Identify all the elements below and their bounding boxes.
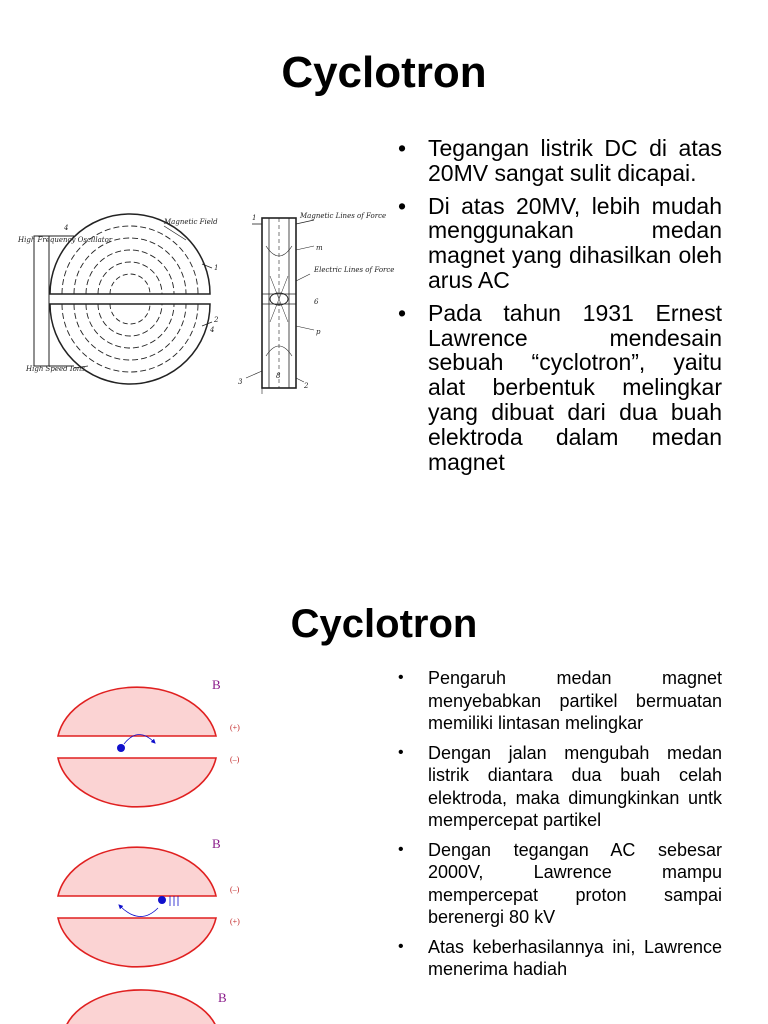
bullet-glyph: •	[398, 840, 404, 858]
polarity-label: (–)	[230, 885, 240, 894]
bullet-glyph: •	[398, 135, 407, 161]
num-label: 4	[64, 224, 69, 232]
num-label: 3	[238, 378, 243, 386]
polarity-label: (+)	[230, 917, 240, 926]
bullet-item: • Tegangan listrik DC di atas 20MV sangat sulit dicapai.	[398, 135, 722, 186]
polarity-label: (–)	[230, 755, 240, 764]
bullet-list	[398, 667, 722, 988]
electric-lines-label: Electric Lines of Force	[314, 266, 395, 274]
particle	[117, 744, 125, 752]
num-label: 1	[214, 264, 219, 272]
num-label: p	[316, 328, 321, 336]
num-label: m	[316, 244, 323, 252]
slide-title: Cyclotron	[290, 602, 478, 646]
particle	[158, 896, 166, 904]
bullet-list	[398, 136, 722, 482]
magnetic-lines-label: Magnetic Lines of Force	[300, 212, 387, 220]
bullet-item: • Dengan tegangan AC sebesar 2000V, Lawrence mampu mempercepat proton sampai berenergi 80 kV	[398, 839, 722, 927]
num-label: 1	[252, 214, 257, 222]
b-label: B	[212, 836, 221, 851]
slide-title: Cyclotron	[281, 48, 487, 97]
dee-diagram	[50, 670, 260, 1024]
num-label: 4	[210, 326, 215, 334]
bullet-glyph: •	[398, 192, 407, 219]
bullet-item: • Atas keberhasilannya ini, Lawrence menerima hadiah	[398, 936, 722, 979]
bullet-glyph: •	[398, 669, 404, 686]
high-speed-ions-label: High Speed Ions	[26, 365, 85, 373]
bullet-glyph: •	[398, 743, 404, 761]
bullet-item: • Dengan jalan mengubah medan listrik diantara dua buah celah elektroda, maka dimungkinkan untk mempercepat partikel	[398, 742, 722, 830]
bullet-item: • Pengaruh medan magnet menyebabkan partikel bermuatan memiliki lintasan melingkar	[398, 668, 722, 733]
slide-2	[0, 560, 768, 1024]
num-label: 2	[214, 316, 219, 324]
magnetic-field-label: Magnetic Field	[164, 218, 218, 226]
panel-2	[58, 836, 240, 967]
bullet-glyph: •	[398, 937, 404, 955]
num-label: 2	[304, 382, 309, 390]
bullet-glyph: •	[398, 299, 407, 326]
num-label: 6	[314, 298, 319, 306]
b-label: B	[218, 990, 227, 1005]
oscillator-label: High Frequency Oscillator	[18, 236, 113, 244]
b-label: B	[212, 677, 221, 692]
polarity-label: (+)	[230, 723, 240, 732]
bullet-item: • Di atas 20MV, lebih mudah menggunakan medan magnet yang dihasilkan oleh arus AC	[398, 192, 722, 293]
panel-3	[64, 990, 227, 1024]
side-view	[246, 218, 314, 394]
cyclotron-patent-drawing	[14, 206, 395, 396]
panel-1	[58, 677, 240, 807]
upper-dee	[50, 214, 210, 294]
oscillator-wiring	[34, 236, 74, 366]
bullet-item: • Pada tahun 1931 Ernest Lawrence mendesain sebuah “cyclotron”, yaitu alat berbentuk melingkar yang dibuat dari dua buah elektroda dalam medan magnet	[398, 299, 722, 475]
num-label: 8	[276, 372, 281, 380]
